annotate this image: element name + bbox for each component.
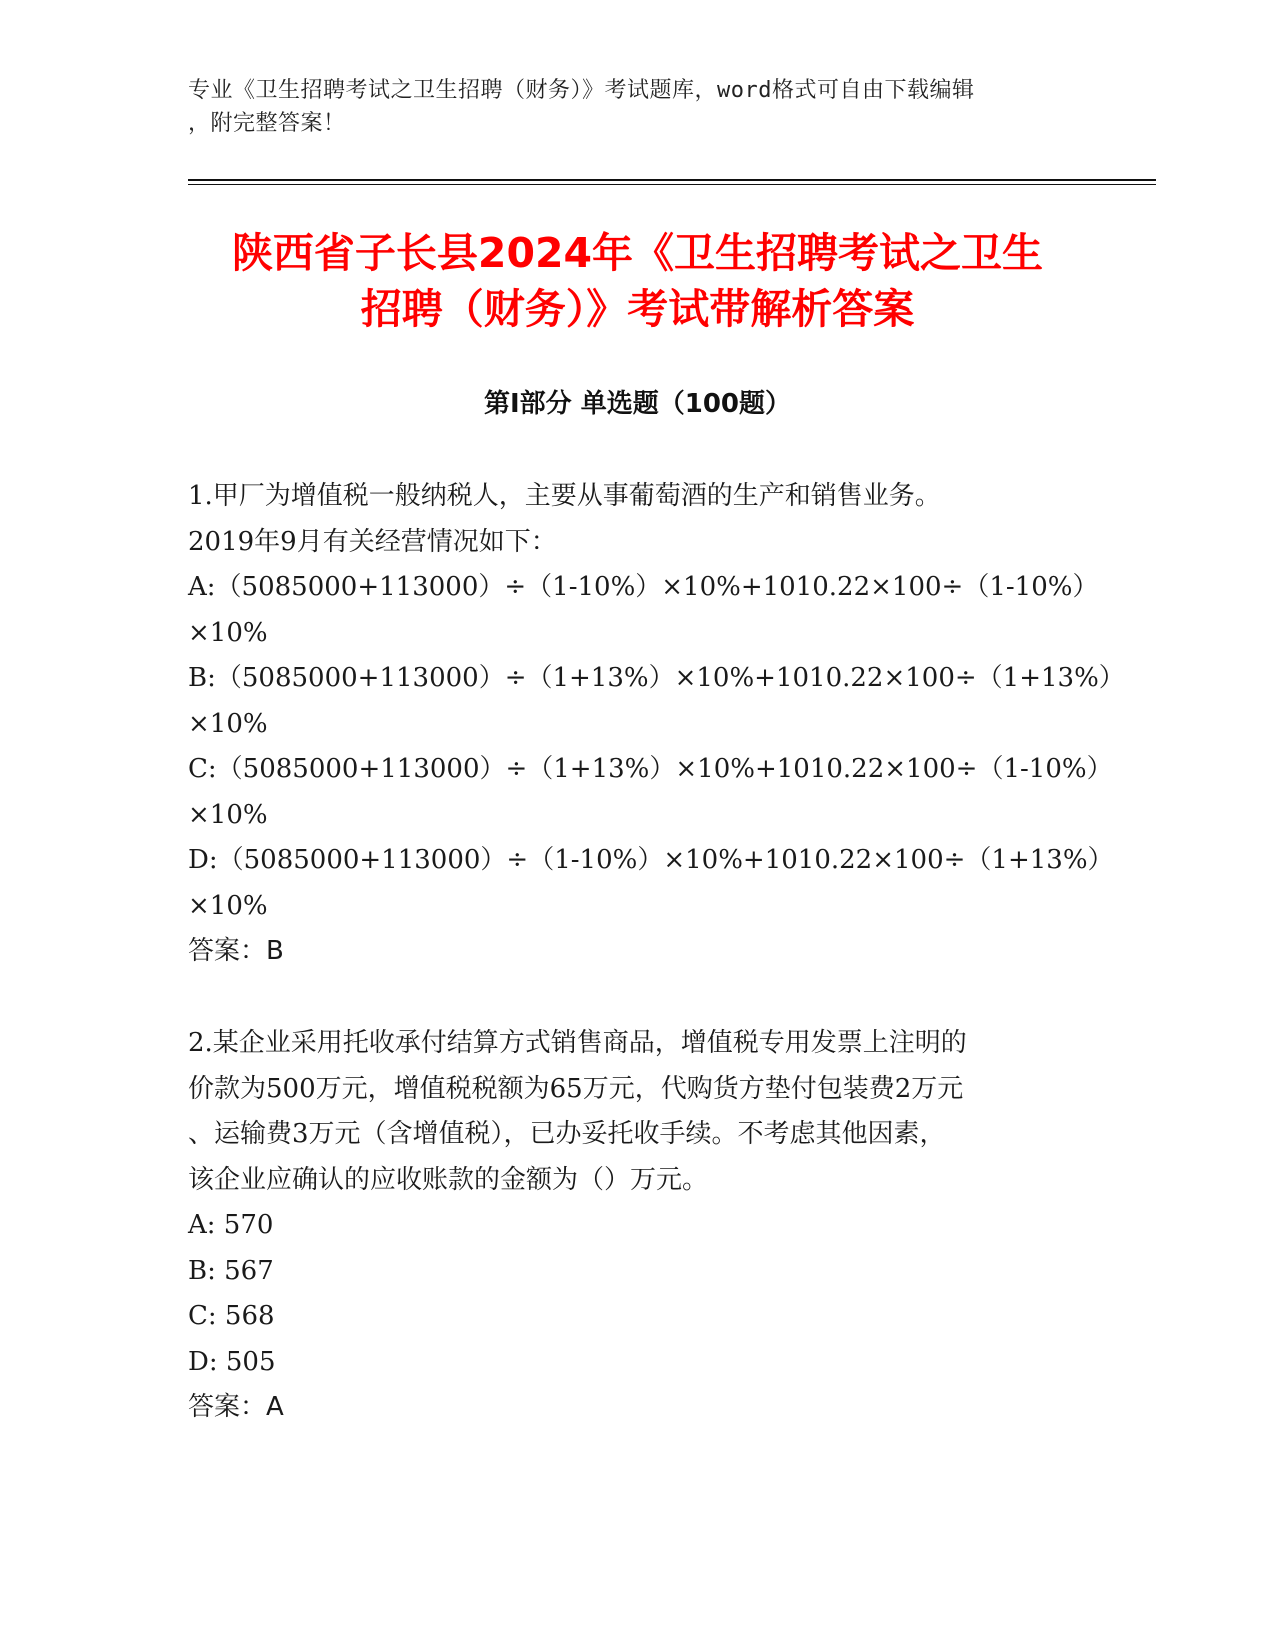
header-divider-thick bbox=[188, 179, 1156, 181]
question-stem-line: 1.甲厂为增值税一般纳税人，主要从事葡萄酒的生产和销售业务。 bbox=[188, 481, 941, 511]
question-1 bbox=[188, 474, 1125, 975]
option-a: A: 570 bbox=[188, 1210, 274, 1240]
option-c-continuation: ×10% bbox=[188, 799, 268, 830]
question-stem-line: 价款为500万元，增值税税额为65万元，代购货方垫付包装费2万元 bbox=[188, 1073, 964, 1104]
option-a-continuation: ×10% bbox=[188, 617, 268, 648]
question-stem-line: 2019年9月有关经营情况如下： bbox=[188, 526, 557, 557]
option-c: C: 568 bbox=[188, 1301, 275, 1331]
option-b: B:（5085000+113000）÷（1+13%）×10%+1010.22×100÷（1+13%） bbox=[188, 663, 1125, 693]
header-note-line-1: 专业《卫生招聘考试之卫生招聘（财务）》考试题库，word格式可自由下载编辑 bbox=[188, 78, 975, 103]
header-note bbox=[188, 74, 1088, 140]
document-title bbox=[0, 225, 1275, 337]
option-c: C:（5085000+113000）÷（1+13%）×10%+1010.22×100÷（1-10%） bbox=[188, 754, 1113, 784]
option-b-continuation: ×10% bbox=[188, 708, 268, 739]
answer-label: 答案：A bbox=[188, 1392, 284, 1422]
header-divider-thin bbox=[188, 184, 1156, 185]
option-d-continuation: ×10% bbox=[188, 890, 268, 921]
section-title: 第Ⅰ部分 单选题（100题） bbox=[484, 389, 791, 419]
answer-label: 答案：B bbox=[188, 936, 284, 966]
header-note-line-2: ，附完整答案！ bbox=[188, 111, 346, 136]
question-stem-line: 2.某企业采用托收承付结算方式销售商品，增值税专用发票上注明的 bbox=[188, 1028, 967, 1058]
question-stem-line: 该企业应确认的应收账款的金额为（）万元。 bbox=[188, 1164, 709, 1195]
question-stem-line: 、运输费3万元（含增值税），已办妥托收手续。不考虑其他因素， bbox=[188, 1119, 946, 1149]
document-title-line-1: 陕西省子长县2024年《卫生招聘考试之卫生 bbox=[231, 229, 1044, 277]
option-d: D: 505 bbox=[188, 1346, 276, 1377]
option-a: A:（5085000+113000）÷（1-10%）×10%+1010.22×100÷（1-10%） bbox=[188, 572, 1099, 602]
option-d: D:（5085000+113000）÷（1-10%）×10%+1010.22×100÷（1+13%） bbox=[188, 845, 1114, 875]
option-b: B: 567 bbox=[188, 1255, 274, 1286]
document-title-line-2: 招聘（财务）》考试带解析答案 bbox=[360, 285, 915, 333]
question-2 bbox=[188, 1021, 1088, 1431]
